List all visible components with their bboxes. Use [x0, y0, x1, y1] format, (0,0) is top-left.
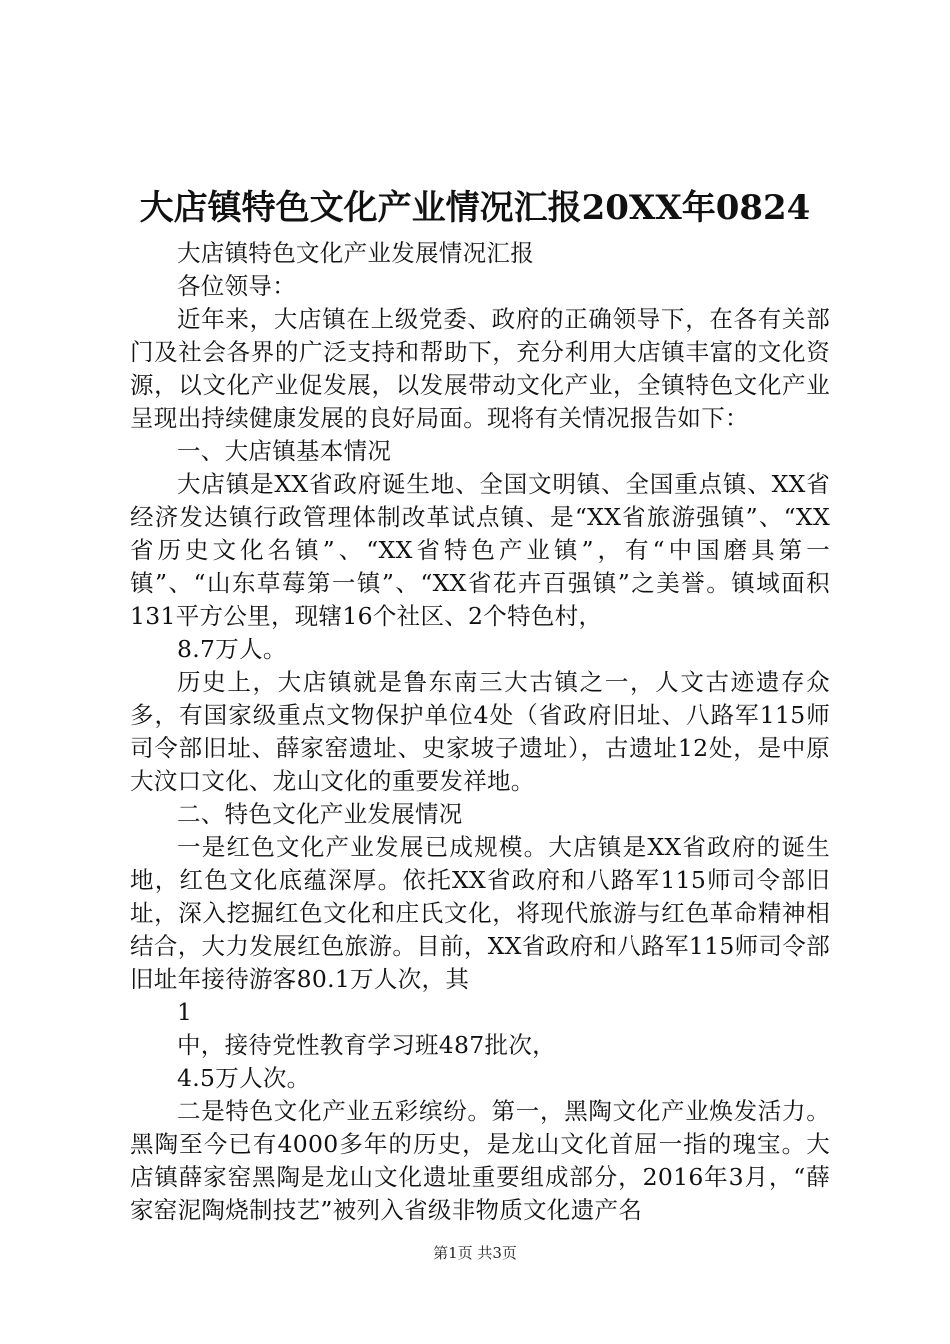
stray-number-paragraph: 1 [177, 998, 193, 1026]
visitors-paragraph: 4.5万人次。 [177, 1064, 311, 1092]
intro-paragraph: 近年来，大店镇在上级党委、政府的正确领导下，在各有关部门及社会各界的广泛支持和帮助下，充分利用大店镇丰富的文化资源，以文化产业促发展，以发展带动文化产业，全镇特色文化产业呈现出持续健康发展的良好局面。现将有关情况报告如下： [130, 305, 830, 432]
study-class-paragraph: 中，接待党性教育学习班487批次， [177, 1031, 556, 1059]
document-body [130, 237, 830, 1227]
subtitle-paragraph: 大店镇特色文化产业发展情况汇报 [177, 239, 534, 267]
basic-info-paragraph: 大店镇是XX省政府诞生地、全国文明镇、全国重点镇、XX省经济发达镇行政管理体制改革试点镇、是“XX省旅游强镇”、“XX省历史文化名镇”、“XX省特色产业镇”，有“中国磨具第一镇”、“山东草莓第一镇”、“XX省花卉百强镇”之美誉。镇域面积131平方公里，现辖16个社区、2个特色村， [130, 470, 830, 630]
red-culture-paragraph: 一是红色文化产业发展已成规模。大店镇是XX省政府的诞生地，红色文化底蕴深厚。依托XX省政府和八路军115师司令部旧址，深入挖掘红色文化和庄氏文化，将现代旅游与红色革命精神相结合，大力发展红色旅游。目前，XX省政府和八路军115师司令部旧址年接待游客80.1万人次，其 [130, 833, 830, 993]
history-paragraph: 历史上，大店镇就是鲁东南三大古镇之一，人文古迹遗存众多，有国家级重点文物保护单位4处（省政府旧址、八路军115师司令部旧址、薛家窑遗址、史家坡子遗址），古遗址12处，是中原大汶口文化、龙山文化的重要发祥地。 [130, 668, 830, 795]
black-pottery-paragraph: 二是特色文化产业五彩缤纷。第一，黑陶文化产业焕发活力。黑陶至今已有4000多年的历史，是龙山文化首屈一指的瑰宝。大店镇薛家窑黑陶是龙山文化遗址重要组成部分，2016年3月，“薛家窑泥陶烧制技艺”被列入省级非物质文化遗产名 [130, 1097, 830, 1224]
section-heading-2: 二、特色文化产业发展情况 [177, 800, 463, 828]
document-title: 大店镇特色文化产业情况汇报20XX年0824 [139, 188, 811, 228]
page-footer: 第1页 共3页 [433, 1244, 517, 1262]
section-heading-1: 一、大店镇基本情况 [177, 437, 392, 465]
population-paragraph: 8.7万人。 [177, 635, 287, 663]
salutation-paragraph: 各位领导： [177, 272, 296, 300]
